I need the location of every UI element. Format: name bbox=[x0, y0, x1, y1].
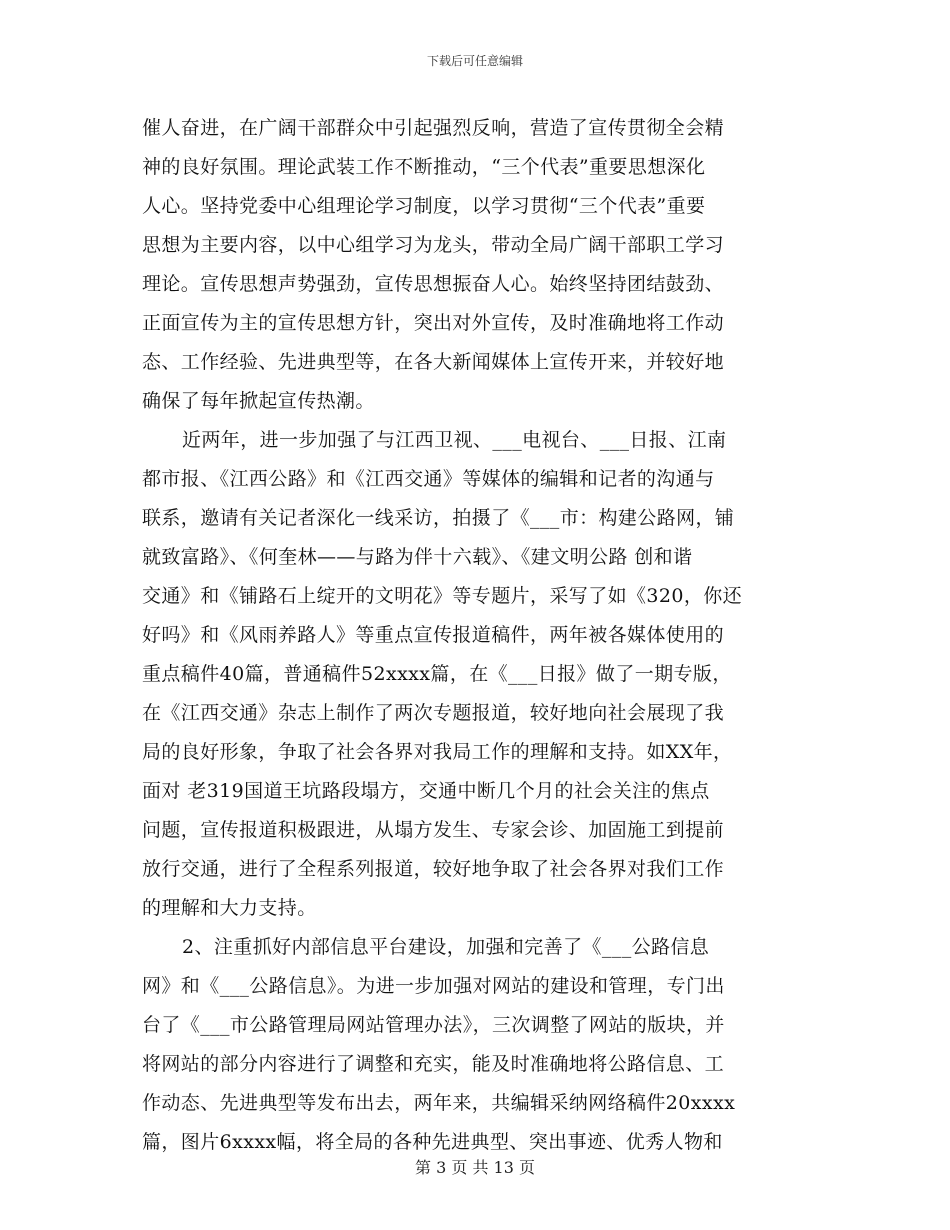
page-header: 下载后可任意编辑 bbox=[426, 54, 523, 68]
text-line: 好吗》和《风雨养路人》等重点宣传报道稿件，两年被各媒体使用的 bbox=[142, 624, 725, 646]
page-number-footer: 第 3 页 共 13 页 bbox=[415, 1158, 535, 1177]
text-line: 确保了每年掀起宣传热潮。 bbox=[142, 390, 375, 412]
text-line: 台了《___市公路管理局网站管理办法》，三次调整了网站的版块，并 bbox=[142, 1014, 725, 1036]
text-line: 正面宣传为主的宣传思想方针，突出对外宣传，及时准确地将工作动 bbox=[142, 312, 725, 334]
text-line: 篇，图片6xxxx幅，将全局的各种先进典型、突出事迹、优秀人物和 bbox=[142, 1131, 723, 1153]
text-line: 理论。宣传思想声势强劲，宣传思想振奋人心。始终坚持团结鼓劲、 bbox=[142, 273, 725, 295]
text-line: 人心。坚持党委中心组理论学习制度，以学习贯彻“三个代表”重要 bbox=[142, 195, 706, 217]
text-line: 都市报、《江西公路》和《江西交通》等媒体的编辑和记者的沟通与 bbox=[142, 468, 715, 490]
text-line: 的理解和大力支持。 bbox=[142, 897, 317, 919]
text-line: 将网站的部分内容进行了调整和充实，能及时准确地将公路信息、工 bbox=[142, 1053, 725, 1075]
text-line: 放行交通，进行了全程系列报道，较好地争取了社会各界对我们工作 bbox=[142, 858, 725, 880]
text-line: 局的良好形象，争取了社会各界对我局工作的理解和支持。如XX年， bbox=[142, 741, 733, 763]
text-line: 神的良好氛围。理论武装工作不断推动，“三个代表”重要思想深化 bbox=[142, 156, 706, 178]
text-line: 问题，宣传报道积极跟进，从塌方发生、专家会诊、加固施工到提前 bbox=[142, 819, 725, 841]
text-line: 网》和《___公路信息》。为进一步加强对网站的建设和管理，专门出 bbox=[142, 975, 725, 997]
paragraph-first-line: 近两年，进一步加强了与江西卫视、___电视台、___日报、江南 bbox=[182, 429, 727, 451]
paragraph-first-line: 2、注重抓好内部信息平台建设，加强和完善了《___公路信息 bbox=[182, 936, 710, 958]
text-line: 交通》和《铺路石上绽开的文明花》等专题片，采写了如《320，你还 bbox=[142, 585, 743, 607]
text-line: 作动态、先进典型等发布出去，两年来，共编辑采纳网络稿件20xxxx bbox=[142, 1092, 736, 1114]
text-line: 就致富路》、《何奎林——与路为伴十六载》、《建文明公路 创和谐 bbox=[142, 546, 693, 568]
text-line: 催人奋进，在广阔干部群众中引起强烈反响，营造了宣传贯彻全会精 bbox=[142, 117, 725, 139]
text-line: 态、工作经验、先进典型等，在各大新闻媒体上宣传开来，并较好地 bbox=[142, 351, 725, 373]
text-line: 思想为主要内容，以中心组学习为龙头，带动全局广阔干部职工学习 bbox=[142, 234, 725, 256]
text-line: 面对 老319国道王坑路段塌方，交通中断几个月的社会关注的焦点 bbox=[142, 780, 710, 802]
text-line: 重点稿件40篇，普通稿件52xxxx篇，在《___日报》做了一期专版， bbox=[142, 663, 732, 685]
text-line: 联系，邀请有关记者深化一线采访，拍摄了《___市：构建公路网，铺 bbox=[142, 507, 735, 529]
text-line: 在《江西交通》杂志上制作了两次专题报道，较好地向社会展现了我 bbox=[142, 702, 725, 724]
